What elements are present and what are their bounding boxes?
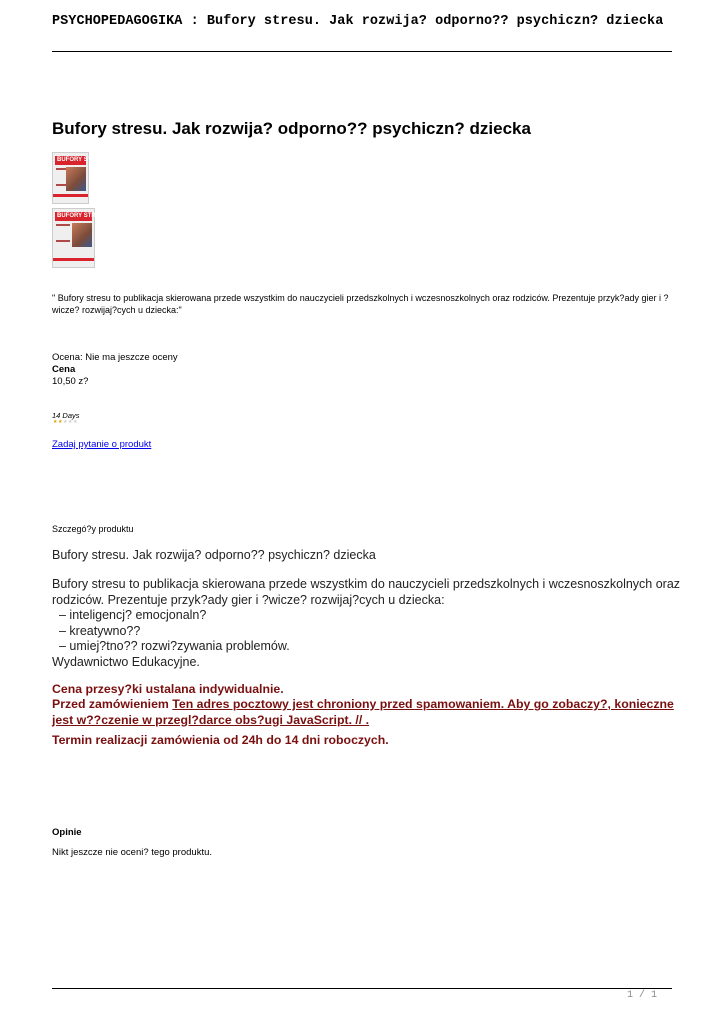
footer-divider bbox=[52, 988, 672, 989]
list-item: – kreatywno?? bbox=[59, 623, 141, 638]
product-cover-image[interactable] bbox=[52, 208, 109, 268]
product-meta bbox=[52, 352, 178, 388]
star-icon: ★ bbox=[62, 419, 68, 425]
product-thumbnail[interactable] bbox=[52, 152, 109, 204]
product-intro: " Bufory stresu to publikacja skierowana przede wszystkim do nauczycieli przedszkolnych i wczesnoszkolnych oraz rodziców. Prezentuje przyk?ady gier i ?wicze? rozwijaj?cych u dziecka:" bbox=[52, 293, 669, 315]
star-icon: ★ bbox=[53, 419, 58, 425]
details-title: Bufory stresu. Jak rozwija? odporno?? psychiczn? dziecka bbox=[52, 548, 376, 562]
header-divider bbox=[52, 51, 672, 52]
lead-time-note: Termin realizacji zamówienia od 24h do 14 dni roboczych. bbox=[52, 733, 389, 747]
page-title: Bufory stresu. Jak rozwija? odporno?? psychiczn? dziecka bbox=[52, 119, 531, 138]
cover-photo bbox=[72, 223, 92, 247]
details-label: Szczegó?y produktu bbox=[52, 524, 134, 534]
email-protected-link[interactable]: Ten adres pocztowy jest chroniony przed spamowaniem. Aby go zobaczy?, konieczne jest w??czenie w przegl?darce obs?ugi JavaScript. // . bbox=[52, 697, 674, 727]
star-rating bbox=[53, 419, 78, 425]
description-lead: Bufory stresu to publikacja skierowana przede wszystkim do nauczycieli przedszkolnych i wczesnoszkolnych oraz rodziców. Prezentuje przyk?ady gier i ?wicze? rozwijaj?cych u dziecka: bbox=[52, 577, 681, 607]
reviews-empty-text: Nikt jeszcze nie oceni? tego produktu. bbox=[52, 847, 213, 858]
running-header: PSYCHOPEDAGOGIKA : Bufory stresu. Jak rozwija? odporno?? psychiczn? dziecka bbox=[52, 14, 664, 29]
star-icon: ★ bbox=[72, 419, 78, 425]
rating-text: Ocena: Nie ma jeszcze oceny bbox=[52, 352, 178, 363]
reviews-heading: Opinie bbox=[52, 827, 82, 838]
price-value: 10,50 z? bbox=[52, 376, 89, 387]
star-icon: ★ bbox=[67, 419, 73, 425]
cover-logo: BUFORY STRESU bbox=[57, 213, 109, 219]
ask-question-link[interactable]: Zadaj pytanie o produkt bbox=[52, 439, 152, 450]
product-description bbox=[52, 577, 682, 670]
before-order-label: Przed zamówieniem bbox=[52, 697, 169, 711]
delivery-time: 14 Days bbox=[52, 411, 80, 420]
cover-logo: BUFORY STRESU bbox=[57, 157, 109, 163]
price-label: Cena bbox=[52, 364, 76, 375]
page-number: 1 / 1 bbox=[626, 990, 657, 1001]
star-icon: ★ bbox=[57, 419, 63, 425]
list-item: – inteligencj? emocjonaln? bbox=[59, 608, 207, 622]
publisher: Wydawnictwo Edukacyjne. bbox=[52, 654, 200, 669]
list-item: – umiej?tno?? rozwi?zywania problemów. bbox=[59, 639, 290, 653]
shipping-note: Cena przesy?ki ustalana indywidualnie. bbox=[52, 682, 284, 696]
order-contact-note bbox=[52, 697, 682, 728]
cover-photo bbox=[66, 167, 86, 191]
